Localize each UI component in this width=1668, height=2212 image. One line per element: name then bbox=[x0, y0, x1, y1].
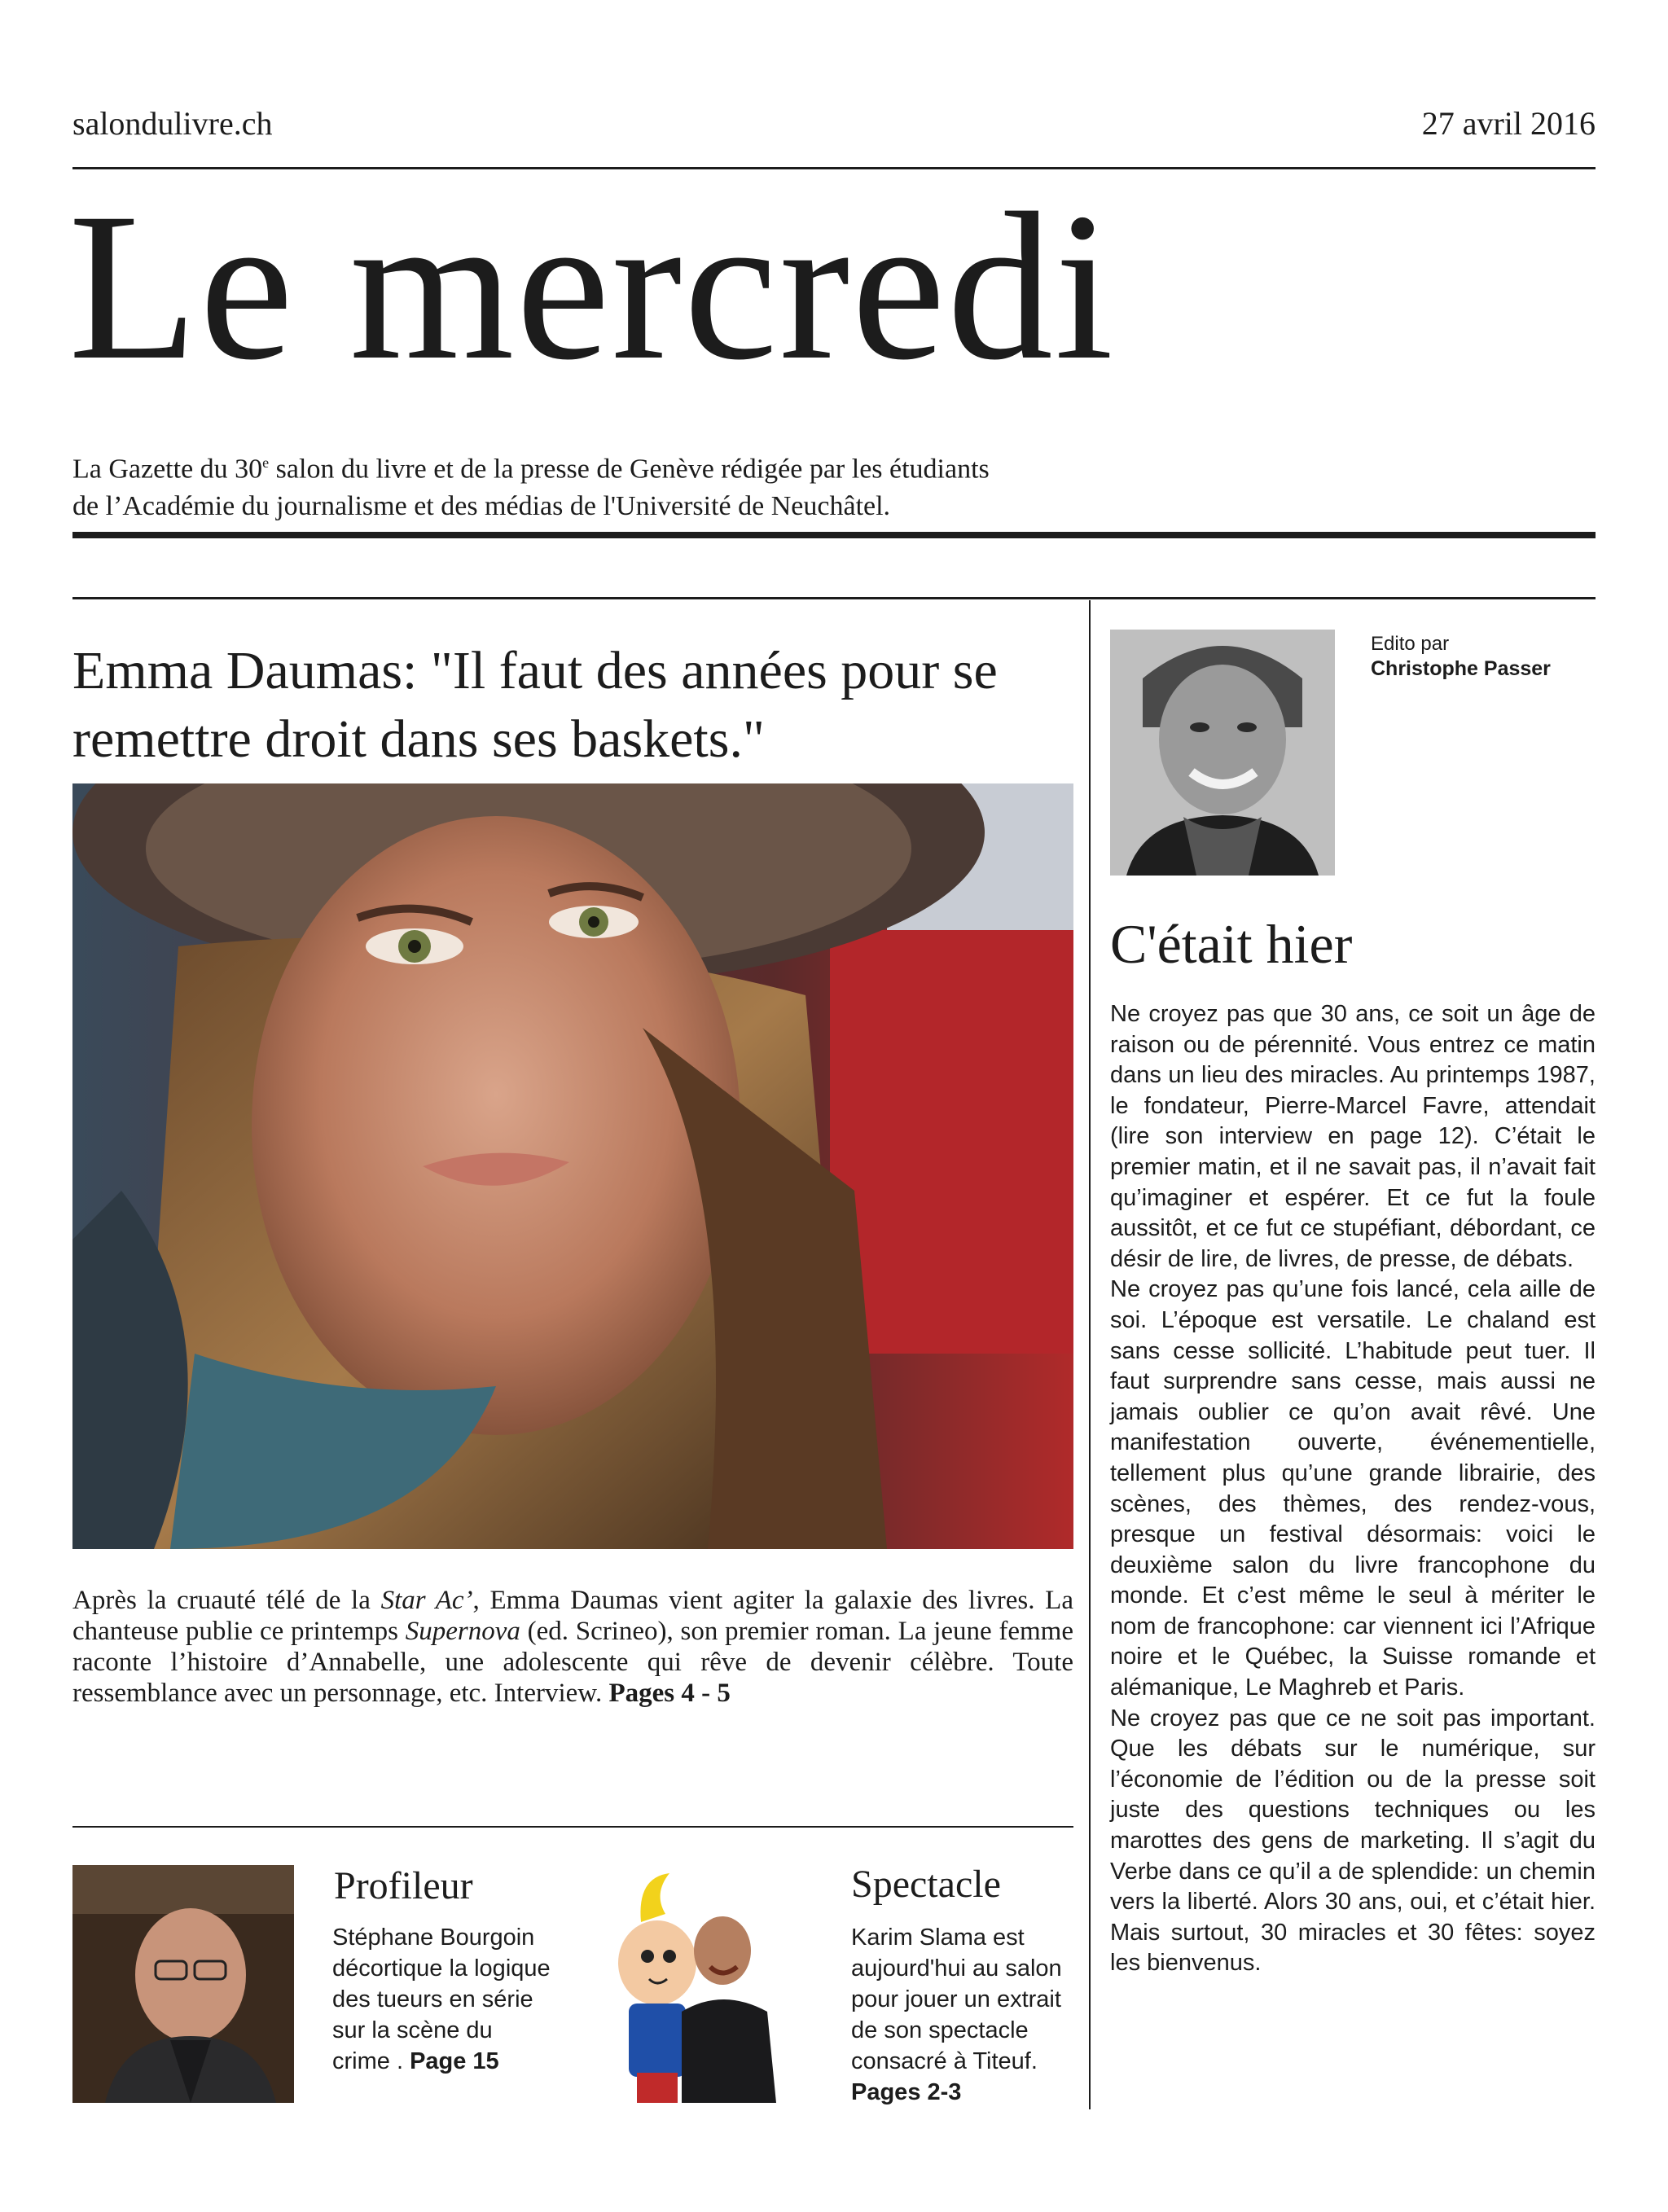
edito-title: C'était hier bbox=[1110, 913, 1353, 975]
profileur-body: Stéphane Bourgoin décortique la logique des tueurs en série sur la scène du crime . bbox=[332, 1925, 551, 2074]
spectacle-title: Spectacle bbox=[851, 1863, 1001, 1906]
caption-text-3: (ed. Scrineo), son premier roman. La jeune femme raconte l’histoire d’Annabelle, une adolescente qui rêve de devenir célèbre. Toute ressemblance avec un personnage, etc. Interview. bbox=[72, 1617, 1073, 1708]
profileur-title: Profileur bbox=[334, 1864, 473, 1907]
edito-label: Edito par bbox=[1371, 633, 1450, 655]
spectacle-photo bbox=[592, 1865, 776, 2103]
edito-paragraph: Ne croyez pas que ce ne soit pas important. Que les débats sur le numérique, sur l’économie de l’édition ou de la presse soit juste des questions techniques ou les marottes des gens de marketing. Il s’agit du Verbe dans ce qu’il a de splendide: un chemin vers la liberté. Alors 30 ans, oui, et c’était hier. Mais surtout, 30 miracles et 30 fêtes: soyez les bienvenus. bbox=[1110, 1705, 1596, 1977]
profileur-page-link[interactable]: Page 15 bbox=[410, 2048, 499, 2074]
edito-body bbox=[1110, 999, 1596, 1979]
content-top-rule bbox=[72, 597, 1596, 599]
masthead-title: Le mercredi bbox=[68, 169, 1116, 404]
subtitle-part2: salon du livre et de la presse de Genève rédigée par les étudiants bbox=[269, 454, 990, 485]
edito-author-photo bbox=[1110, 630, 1335, 876]
lead-caption bbox=[72, 1585, 1073, 1709]
edito-paragraph: Ne croyez pas qu’une fois lancé, cela aille de soi. L’époque est versatile. Le chaland est sans cesse sollicité. L’habitude peut tuer. Il faut surprendre sans cesse, mais aussi ne jamais oublier ce qu’on avait rêvé. Une manifestation ouverte, événementielle, tellement plus qu’une grande librairie, des scènes, des thèmes, des rendez-vous, presque un festival désormais: voici le deuxième salon du livre francophone du monde. Et c’est même le seul à mériter le nom de francophone: car viennent ici l’Afrique noire et le Québec, la Suisse romande et alémanique, Le Maghreb et Paris. bbox=[1110, 1276, 1596, 1701]
edito-author: Christophe Passer bbox=[1371, 657, 1551, 680]
subtitle-part1: La Gazette du 30 bbox=[72, 454, 263, 485]
column-divider bbox=[1089, 600, 1091, 2109]
profileur-text bbox=[332, 1922, 556, 2077]
teaser-rule bbox=[72, 1826, 1073, 1828]
edito-paragraph: Ne croyez pas que 30 ans, ce soit un âge de raison ou de pérennité. Vous entrez ce matin dans un lieu des miracles. Au printemps 1987, le fondateur, Pierre-Marcel Favre, attendait (lire son interview en page 12). C’était le premier matin, et il ne savait pas, il n’avait fait qu’imaginer et espérer. Et ce fut la foule aussitôt, et ce fut ce stupéfiant, débordant, ce désir de lire, de livres, de presse, de débats. bbox=[1110, 1001, 1596, 1272]
site-url[interactable]: salondulivre.ch bbox=[72, 105, 273, 142]
caption-text-2: , Emma Daumas vient agiter la galaxie des livres. La chanteuse publie ce printemps bbox=[72, 1586, 1073, 1646]
issue-date: 27 avril 2016 bbox=[1421, 105, 1596, 142]
spectacle-page-link[interactable]: Pages 2-3 bbox=[851, 2079, 962, 2105]
masthead-rule-thick bbox=[72, 532, 1596, 538]
caption-text-1: Après la cruauté télé de la bbox=[72, 1586, 381, 1615]
masthead-subtitle bbox=[72, 444, 1196, 525]
caption-italic-1: Star Ac’ bbox=[380, 1586, 473, 1615]
subtitle-line2: de l’Académie du journalisme et des médias de l'Université de Neuchâtel. bbox=[72, 491, 891, 522]
caption-italic-2: Supernova bbox=[405, 1617, 520, 1646]
spectacle-text bbox=[851, 1922, 1078, 2108]
lead-photo bbox=[72, 783, 1073, 1549]
lead-headline: Emma Daumas: "Il faut des années pour se remettre droit dans ses baskets." bbox=[72, 641, 998, 769]
spectacle-body: Karim Slama est aujourd'hui au salon pour jouer un extrait de son spectacle consacré à Titeuf. bbox=[851, 1925, 1062, 2074]
subtitle-sup: e bbox=[262, 454, 270, 471]
profileur-photo bbox=[72, 1865, 294, 2103]
lead-pages-link[interactable]: Pages 4 - 5 bbox=[608, 1679, 731, 1708]
